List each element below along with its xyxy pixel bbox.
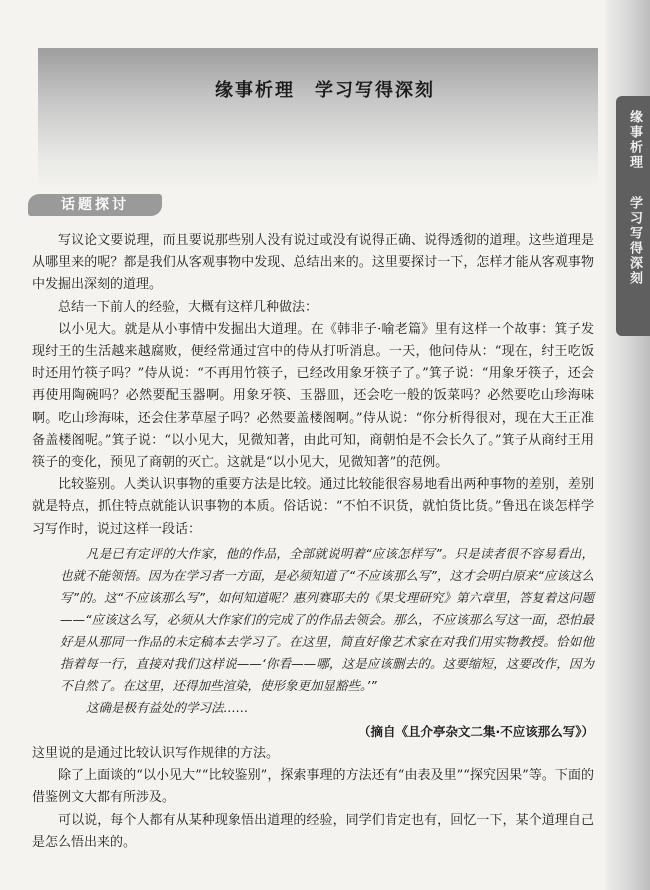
side-tab-line1: 缘事析理 <box>627 110 642 170</box>
paragraph: 除了上面谈的“以小见大”“比较鉴别”，探索事理的方法还有“由表及里”“探究因果”等。下面的借鉴例文大都有所涉及。 <box>32 768 594 806</box>
article-body <box>32 230 594 854</box>
lu-xun-quote <box>60 543 594 719</box>
paragraph: 写议论文要说理，而且要说那些别人没有说过或没有说得正确、说得透彻的道理。这些道理是从哪里来的呢？都是我们从客观事物中发现、总结出来的。这里要探讨一下，怎样才能从客观事物中发掘出深刻的道理。 <box>32 233 594 293</box>
paragraph: 可以说，每个人都有从某种现象悟出道理的经验，同学们肯定也有，回忆一下，某个道理自己是怎么悟出来的。 <box>32 812 594 850</box>
paragraph: 总结一下前人的经验，大概有这样几种做法： <box>58 299 319 315</box>
side-tab-line2: 学习写得深刻 <box>627 196 642 286</box>
paragraph: 这里说的是通过比较认识写作规律的方法。 <box>32 746 280 762</box>
section-badge: 话题探讨 <box>28 194 162 216</box>
paragraph: 比较鉴别。人类认识事物的重要方法是比较。通过比较能很容易地看出两种事物的差别，差别就是特点，抓住特点就能认识事物的本质。俗话说：“不怕不识货，就怕货比货。”鲁迅在谈怎样学习写作时，说过这样一段话： <box>32 477 594 537</box>
quote-paragraph: 凡是已有定评的大作家，他的作品，全部就说明着“应该怎样写”。只是读者很不容易看出，也就不能领悟。因为在学习者一方面，是必须知道了“不应该那么写”，这才会明白原来“应该这么写”的。这“不应该那么写”，如何知道呢？惠列赛耶夫的《果戈理研究》第六章里，答复着这问题——“应该这么写，必须从大作家们的完成了的作品去领会。那么，不应该那么写这一面，恐怕最好是从那同一作品的未定稿本去学习了。在这里，简直好像艺术家在对我们用实物教授。恰如他指着每一行，直接对我们这样说——‘你看——哪，这是应该删去的。这要缩短，这要改作，因为不自然了。在这里，还得加些渲染，使形象更加显豁些。’” <box>60 545 594 693</box>
quote-source: （摘自《且介亭杂文二集·不应该那么写》） <box>358 723 594 739</box>
page-title: 缘事析理 学习写得深刻 <box>215 80 435 101</box>
title-banner <box>38 48 598 188</box>
paragraph: 以小见大。就是从小事情中发掘出大道理。在《韩非子·喻老篇》里有这样一个故事：箕子发现纣王的生活越来越腐败，便经常通过宫中的侍从打听消息。一天，他问侍从：“现在，纣王吃饭时还用竹筷子吗？”侍从说：“不再用竹筷子，已经改用象牙筷子了。”箕子说：“用象牙筷子，还会再使用陶碗吗？必然要配玉器啊。用象牙筷、玉器皿，还会吃一般的饭菜吗？必然要吃山珍海味啊。吃山珍海味，还会住茅草屋子吗？必然要盖楼阁啊。”侍从说：“你分析得很对，现在大王正准备盖楼阁呢。”箕子说：“以小见大，见微知著，由此可知，商朝怕是不会长久了。”箕子从商纣王用筷子的变化，预见了商朝的灭亡。这就是“以小见大，见微知著”的范例。 <box>32 321 594 471</box>
quote-paragraph: 这确是极有益处的学习法…… <box>86 699 249 715</box>
